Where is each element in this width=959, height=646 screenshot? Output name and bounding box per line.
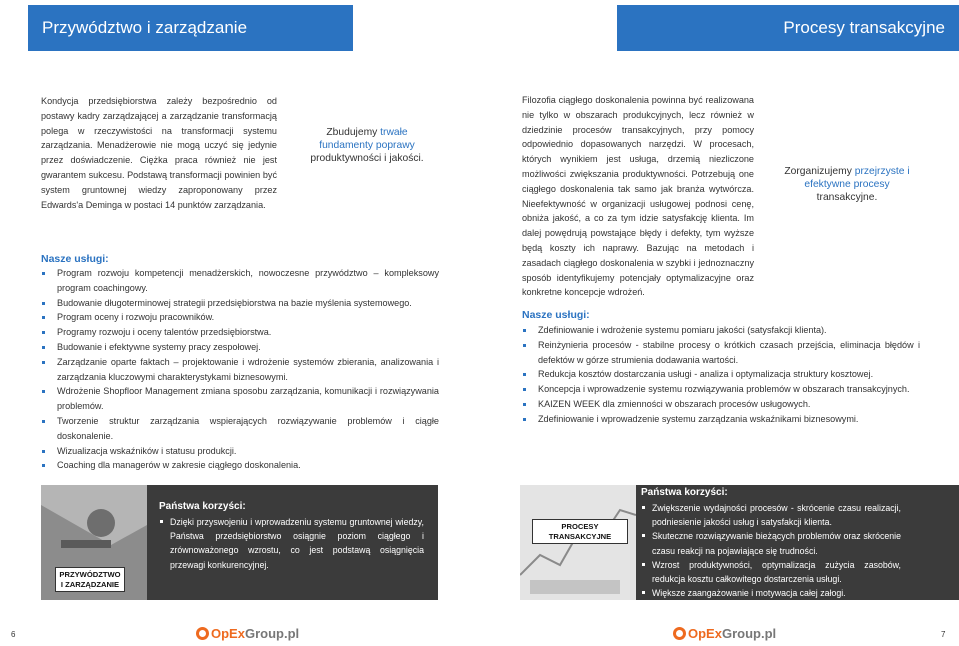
right-page-header: Procesy transakcyjne: [617, 5, 959, 51]
list-item: Zarządzanie oparte faktach – projektowanie i wdrożenie systemów zbierania, analizowania i zarządzania kluczowymi charakterystykami biznesowymi.: [41, 355, 439, 385]
left-benefits-text: [159, 500, 424, 572]
left-page-number: 6: [11, 630, 16, 639]
opex-logo-icon: [673, 627, 686, 640]
list-item: Koncepcja i wprowadzenie systemu rozwiązywania problemów w obszarach transakcyjnych.: [522, 382, 920, 397]
list-item: Redukcja kosztów dostarczania usługi - analiza i optymalizacja struktury kosztowej.: [522, 367, 920, 382]
right-callout-after: transakcyjne.: [816, 192, 878, 203]
right-benefits-title: Państwa korzyści:: [641, 487, 728, 498]
left-callout-after: produktywności i jakości.: [310, 153, 424, 164]
right-services-list: [522, 323, 920, 427]
right-callout-before: Zorganizujemy: [784, 166, 855, 177]
left-callout: [303, 126, 431, 165]
right-footer-logo: [673, 626, 776, 641]
right-page-number: 7: [941, 630, 946, 639]
right-services-title: Nasze usługi:: [522, 309, 590, 321]
list-item: Coaching dla managerów w zakresie ciągłego doskonalenia.: [41, 458, 439, 473]
list-item: Wzrost produktywności, optymalizacja zużycia zasobów, redukcja kosztu całkowitego dostarczenia usługi.: [641, 558, 901, 586]
list-item: Tworzenie struktur zarządzania wspierających rozwiązywanie problemów i ciągłe doskonalenie.: [41, 414, 439, 444]
right-benefits-list: [641, 501, 901, 600]
opex-logo-icon: [196, 627, 209, 640]
list-item: Większe zaangażowanie i motywacja całej załogi.: [641, 586, 901, 600]
logo-brand: OpEx: [211, 626, 245, 641]
left-callout-highlight: trwałe fundamenty poprawy: [319, 127, 415, 151]
list-item: Budowanie długoterminowej strategii przedsiębiorstwa na bazie myślenia systemowego.: [41, 296, 439, 311]
list-item: Wdrożenie Shopfloor Management zmiana sposobu zarządzania, komunikacji i rozwiązywania problemów.: [41, 384, 439, 414]
left-benefits-panel: [41, 485, 438, 600]
list-item: Wizualizacja wskaźników i statusu produkcji.: [41, 444, 439, 459]
logo-brand: OpEx: [688, 626, 722, 641]
left-services-title: Nasze usługi:: [41, 253, 109, 265]
logo-rest: Group.pl: [244, 626, 300, 641]
right-benefits-text: [641, 486, 901, 600]
left-intro-paragraph: Kondycja przedsiębiorstwa zależy bezpośrednio od postawy kadry zarządzającej a zarządzanie transformacją polega w rzeczywistości na transformacji systemu zarządzania. Menadżerowie nie mogą uczyć się jedynie przez doświadczenie. Ciężka praca również nie jest gwarantem sukcesu. Podstawą transformacji powinien być system gruntownej wiedzy zaproponowany przez Edwards'a Deminga w postaci 14 punktów zarządzania.: [41, 96, 277, 210]
right-callout-highlight: przejrzyste i efektywne procesy: [804, 166, 910, 190]
list-item: Zdefiniowanie i wprowadzenie systemu zarządzania wskaźnikami biznesowymi.: [522, 412, 920, 427]
transactions-photo: [520, 485, 636, 600]
list-item: Zwiększenie wydajności procesów - skrócenie czasu realizacji, podniesienie jakości usług i satysfakcji klienta.: [641, 501, 901, 529]
list-item: Budowanie i efektywne systemy pracy zespołowej.: [41, 340, 439, 355]
left-page-header: Przywództwo i zarządzanie: [28, 5, 353, 51]
list-item: KAIZEN WEEK dla zmienności w obszarach procesów usługowych.: [522, 397, 920, 412]
list-item: Skuteczne rozwiązywanie bieżących problemów oraz skrócenie czasu reakcji na pojawiające się trudności.: [641, 529, 901, 557]
leadership-photo-label: PRZYWÓDZTWO I ZARZĄDZANIE: [55, 567, 125, 592]
left-callout-before: Zbudujemy: [326, 127, 381, 138]
transactions-photo-label: PROCESY TRANSAKCYJNE: [532, 519, 628, 544]
left-benefits-title: Państwa korzyści:: [159, 501, 246, 512]
right-benefits-panel: [520, 485, 959, 600]
list-item: Reinżynieria procesów - stabilne procesy o krótkich czasach przejścia, eliminacja błędów i defektów w górze strumienia dodawania wartości.: [522, 338, 920, 368]
left-services-list: [41, 266, 439, 473]
right-callout: [778, 165, 916, 204]
leadership-photo: [41, 485, 147, 600]
list-item: Programy rozwoju i oceny talentów przedsiębiorstwa.: [41, 325, 439, 340]
right-intro-paragraph: Filozofia ciągłego doskonalenia powinna być realizowana nie tylko w obszarach produkcyjnych, lecz również w dziedzinie procesów transakcyjnych, przy pomocy odpowiednio dopasowanych narzędzi. W procesach, których wynikiem jest usługa, drzemią niezliczone możliwości zwiększania produktywności. Potrzebują one ciągłego doskonalenia tak samo jak branża wytwórcza. Nieefektywność w organizacji usługowej podnosi cenę, obniża jakość, a co za tym idzie satysfakcję klienta. Im dalej powędrują powstające błędy i defekty, tym wyższe będą koszty ich naprawy. Bazując na metodach i zasadach ciągłego doskonalenia w szybki i jednoznaczny sposób identyfikujemy potencjały optymalizacyjne oraz konkretne koncepcje wdrożeń.: [522, 95, 754, 298]
list-item: Dzięki przyswojeniu i wprowadzeniu systemu gruntownej wiedzy, Państwa przedsiębiorstwo osiągnie poziom ciągłego i zrównoważonego wzrostu, co jest podstawą osiągnięcia przewagi konkurencyjnej.: [159, 515, 424, 572]
list-item: Zdefiniowanie i wdrożenie systemu pomiaru jakości (satysfakcji klienta).: [522, 323, 920, 338]
left-benefits-list: [159, 515, 424, 572]
list-item: Program rozwoju kompetencji menadżerskich, nowoczesne przywództwo – kompleksowy program coachingowy.: [41, 266, 439, 296]
logo-rest: Group.pl: [721, 626, 777, 641]
left-footer-logo: [196, 626, 299, 641]
list-item: Program oceny i rozwoju pracowników.: [41, 310, 439, 325]
